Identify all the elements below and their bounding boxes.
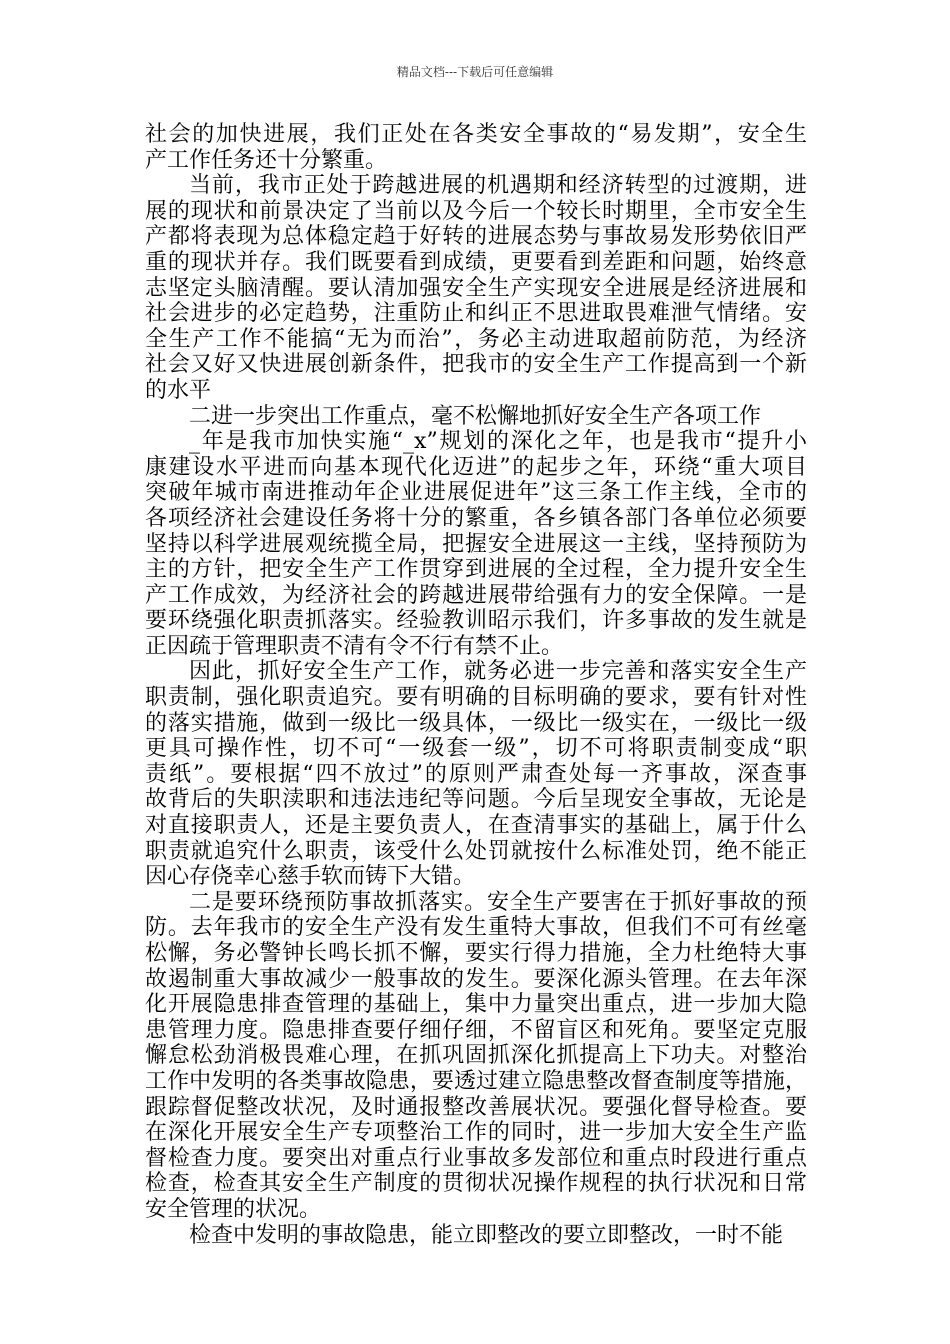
text-line: 懈怠松劲消极畏难心理，在抓巩固抓深化抓提高上下功夫。对整治 bbox=[145, 1043, 807, 1069]
text-line: 二进一步突出工作重点，毫不松懈地抓好安全生产各项工作 bbox=[189, 403, 762, 429]
text-line: 跟踪督促整改状况，及时通报整改善展状况。要强化督导检查。要 bbox=[145, 1094, 807, 1120]
paragraph bbox=[145, 429, 807, 659]
text-line: 二是要环绕预防事故抓落实。安全生产要害在于抓好事故的预 bbox=[189, 889, 807, 915]
text-line: 社会进步的必定趋势，注重防止和纠正不思进取畏难泄气情绪。安 bbox=[145, 301, 807, 327]
text-line: 社会又好又快进展创新条件，把我市的安全生产工作提高到一个新 bbox=[145, 352, 807, 378]
text-line: 社会的加快进展，我们正处在各类安全事故的“易发期”，安全生 bbox=[145, 122, 807, 147]
text-line: 对直接职责人，还是主要负责人，在查清事实的基础上，属于什么 bbox=[145, 813, 807, 839]
text-line: 志坚定头脑清醒。要认清加强安全生产实现安全进展是经济进展和 bbox=[145, 275, 807, 301]
text-line: 康建设水平进而向基本现代化迈进”的起步之年，环绕“重大项目 bbox=[145, 454, 807, 480]
text-line: 重的现状并存。我们既要看到成绩，更要看到差距和问题，始终意 bbox=[145, 249, 807, 275]
text-line: 产工作成效，为经济社会的跨越进展带给强有力的安全保障。一是 bbox=[145, 582, 807, 608]
paragraph bbox=[145, 890, 807, 1223]
text-line: 产都将表现为总体稳定趋于好转的进展态势与事故易发形势依旧严 bbox=[145, 224, 807, 250]
paragraph bbox=[145, 1223, 807, 1249]
text-line: 各项经济社会建设任务将十分的繁重，各乡镇各部门各单位必须要 bbox=[145, 505, 807, 531]
text-line: 工作中发明的各类事故隐患，要透过建立隐患整改督查制度等措施， bbox=[145, 1068, 807, 1094]
text-line: 突破年城市南进推动年企业进展促进年”这三条工作主线，全市的 bbox=[145, 480, 807, 506]
text-line: 全生产工作不能搞“无为而治”，务必主动进取超前防范，为经济 bbox=[145, 326, 807, 352]
text-line: 患管理力度。隐患排查要仔细仔细，不留盲区和死角。要坚定克服 bbox=[145, 1017, 807, 1043]
text-line: 故遏制重大事故减少一般事故的发生。要深化源头管理。在去年深 bbox=[145, 966, 807, 992]
text-line: 因此，抓好安全生产工作，就务必进一步完善和落实安全生产 bbox=[189, 659, 807, 685]
text-line: 职责制，强化职责追究。要有明确的目标明确的要求，要有针对性 bbox=[145, 685, 807, 711]
text-line: 检查，检查其安全生产制度的贯彻状况操作规程的执行状况和日常 bbox=[145, 1171, 807, 1197]
text-line: 产工作任务还十分繁重。 bbox=[145, 147, 388, 173]
text-line: 因心存侥幸心慈手软而铸下大错。 bbox=[145, 864, 476, 890]
text-line: _年是我市加快实施“_x”规划的深化之年，也是我市“提升小 bbox=[189, 429, 807, 455]
text-line: 坚持以科学进展观统揽全局，把握安全进展这一主线，坚持预防为 bbox=[145, 531, 807, 557]
paragraph bbox=[145, 659, 807, 889]
text-line: 要环绕强化职责抓落实。经验教训昭示我们，许多事故的发生就是 bbox=[145, 608, 807, 634]
text-line: 在深化开展安全生产专项整治工作的同时，进一步加大安全生产监 bbox=[145, 1120, 807, 1146]
text-line: 松懈，务必警钟长鸣长抓不懈，要实行得力措施，全力杜绝特大事 bbox=[145, 941, 807, 966]
paragraph bbox=[145, 173, 807, 403]
text-line: 当前，我市正处于跨越进展的机遇期和经济转型的过渡期，进 bbox=[189, 173, 807, 199]
text-line: 的水平 bbox=[145, 377, 212, 403]
text-line: 主的方针，把安全生产工作贯穿到进展的全过程，全力提升安全生 bbox=[145, 557, 807, 583]
paragraph bbox=[145, 404, 807, 430]
text-line: 责纸”。要根据“四不放过”的原则严肃查处每一齐事故，深查事 bbox=[145, 761, 807, 787]
text-line: 故背后的失职渎职和违法违纪等问题。今后呈现安全事故，无论是 bbox=[145, 787, 807, 813]
document-body bbox=[145, 122, 807, 1248]
text-line: 化开展隐患排查管理的基础上，集中力量突出重点，进一步加大隐 bbox=[145, 992, 807, 1018]
text-line: 检查中发明的事故隐患，能立即整改的要立即整改，一时不能 bbox=[189, 1222, 784, 1248]
text-line: 安全管理的状况。 bbox=[145, 1196, 322, 1222]
text-line: 督检查力度。要突出对重点行业事故多发部位和重点时段进行重点 bbox=[145, 1145, 807, 1171]
text-line: 职责就追究什么职责，该受什么处罚就按什么标准处罚，绝不能正 bbox=[145, 838, 807, 864]
paragraph bbox=[145, 122, 807, 173]
text-line: 正因疏于管理职责不清有令不行有禁不止。 bbox=[145, 633, 564, 659]
text-line: 的落实措施，做到一级比一级具体，一级比一级实在，一级比一级 bbox=[145, 710, 807, 736]
text-line: 防。去年我市的安全生产没有发生重特大事故，但我们不可有丝毫 bbox=[145, 915, 807, 941]
text-line: 更具可操作性，切不可“一级套一级”，切不可将职责制变成“职 bbox=[145, 736, 807, 762]
page-header: 精品文档---下载后可任意编辑 bbox=[396, 65, 554, 79]
text-line: 展的现状和前景决定了当前以及今后一个较长时期里，全市安全生 bbox=[145, 198, 807, 224]
